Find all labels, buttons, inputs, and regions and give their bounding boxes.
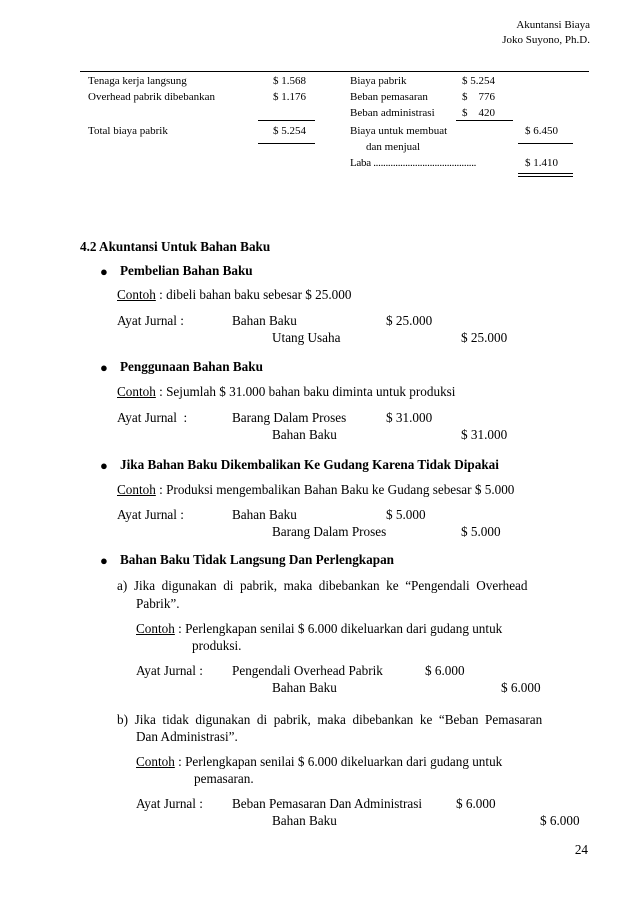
biaya-value: $ 6.450 xyxy=(525,125,558,137)
item-heading: Pembelian Bahan Baku xyxy=(120,263,253,278)
contoh-line xyxy=(117,384,455,400)
credit-amount: $ 6.000 xyxy=(501,680,541,695)
table-left-value: $ 1.568 xyxy=(273,75,306,87)
bullet-icon: ● xyxy=(100,553,108,568)
table-right-value: $ 420 xyxy=(462,107,495,119)
item-heading: Jika Bahan Baku Dikembalikan Ke Gudang Karena Tidak Dipakai xyxy=(120,457,499,472)
contoh-label: Contoh xyxy=(136,621,175,636)
header-title: Akuntansi Biaya xyxy=(516,19,590,31)
contoh-text: : dibeli bahan baku sebesar $ 25.000 xyxy=(155,287,352,302)
contoh-text: : Perlengkapan senilai $ 6.000 dikeluarkan dari gudang untuk xyxy=(174,754,503,769)
table-right-label: Beban administrasi xyxy=(350,107,435,119)
contoh-text: : Sejumlah $ 31.000 bahan baku diminta untuk produksi xyxy=(155,384,456,399)
total-rule xyxy=(258,143,315,144)
table-left-label: Tenaga kerja langsung xyxy=(88,75,187,87)
subitem-a-text-cont: Pabrik”. xyxy=(136,596,180,611)
debit-account: Bahan Baku xyxy=(232,313,297,328)
contoh-line xyxy=(117,482,514,498)
credit-amount: $ 6.000 xyxy=(540,813,580,828)
contoh-label: Contoh xyxy=(117,482,156,497)
total-rule xyxy=(518,143,573,144)
bullet-icon: ● xyxy=(100,360,108,375)
jurnal-label: Ayat Jurnal : xyxy=(117,507,184,522)
table-left-label: Overhead pabrik dibebankan xyxy=(88,91,216,103)
bullet-icon: ● xyxy=(100,264,108,279)
subitem-b-text: b) Jika tidak digunakan di pabrik, maka dibebankan ke “Beban Pemasaran xyxy=(117,712,543,727)
biaya-label-cont: dan menjual xyxy=(366,141,421,153)
contoh-line xyxy=(117,287,351,303)
jurnal-label: Ayat Jurnal : xyxy=(117,313,184,328)
credit-amount: $ 25.000 xyxy=(461,330,508,345)
debit-amount: $ 25.000 xyxy=(386,313,433,328)
credit-account: Bahan Baku xyxy=(272,813,337,828)
bullet-icon: ● xyxy=(100,458,108,473)
debit-account: Barang Dalam Proses xyxy=(232,410,347,425)
debit-account: Beban Pemasaran Dan Administrasi xyxy=(232,796,423,811)
contoh-text-cont: pemasaran. xyxy=(194,771,254,786)
biaya-label: Biaya untuk membuat xyxy=(350,125,448,137)
credit-amount: $ 31.000 xyxy=(461,427,508,442)
contoh-label: Contoh xyxy=(117,287,156,302)
table-right-value: $ 776 xyxy=(462,91,495,103)
subtotal-rule xyxy=(456,120,513,121)
table-left-label: Total biaya pabrik xyxy=(88,125,168,137)
contoh-text: : Produksi mengembalikan Bahan Baku ke Gudang sebesar $ 5.000 xyxy=(155,482,515,497)
item-heading: Penggunaan Bahan Baku xyxy=(120,359,263,374)
contoh-text-cont: produksi. xyxy=(192,638,242,653)
subtotal-rule xyxy=(258,120,315,121)
jurnal-label: Ayat Jurnal : xyxy=(136,663,203,678)
subitem-b-text-cont: Dan Administrasi”. xyxy=(136,729,238,744)
debit-amount: $ 5.000 xyxy=(386,507,426,522)
laba-label: Laba .......................................... xyxy=(350,157,477,169)
credit-amount: $ 5.000 xyxy=(461,524,501,539)
credit-account: Utang Usaha xyxy=(272,330,341,345)
header-rule xyxy=(80,71,589,72)
contoh-text: : Perlengkapan senilai $ 6.000 dikeluarkan dari gudang untuk xyxy=(174,621,503,636)
double-underline xyxy=(518,173,573,177)
page-number: 24 xyxy=(574,842,588,857)
item-heading: Bahan Baku Tidak Langsung Dan Perlengkapan xyxy=(120,552,395,567)
jurnal-label: Ayat Jurnal : xyxy=(117,410,188,425)
credit-account: Bahan Baku xyxy=(272,427,337,442)
table-left-value: $ 1.176 xyxy=(273,91,306,103)
contoh-label: Contoh xyxy=(117,384,156,399)
table-right-label: Beban pemasaran xyxy=(350,91,428,103)
jurnal-label: Ayat Jurnal : xyxy=(136,796,203,811)
credit-account: Bahan Baku xyxy=(272,680,337,695)
debit-amount: $ 6.000 xyxy=(425,663,465,678)
laba-value: $ 1.410 xyxy=(525,157,558,169)
table-right-value: $ 5.254 xyxy=(462,75,495,87)
subitem-a-text: a) Jika digunakan di pabrik, maka dibebankan ke “Pengendali Overhead xyxy=(117,578,528,593)
debit-amount: $ 31.000 xyxy=(386,410,433,425)
debit-amount: $ 6.000 xyxy=(456,796,496,811)
table-right-label: Biaya pabrik xyxy=(350,75,407,87)
debit-account: Bahan Baku xyxy=(232,507,297,522)
contoh-line xyxy=(136,754,502,770)
table-left-value: $ 5.254 xyxy=(273,125,306,137)
header-author: Joko Suyono, Ph.D. xyxy=(502,34,590,46)
contoh-line xyxy=(136,621,502,637)
contoh-label: Contoh xyxy=(136,754,175,769)
debit-account: Pengendali Overhead Pabrik xyxy=(232,663,383,678)
credit-account: Barang Dalam Proses xyxy=(272,524,387,539)
section-title: 4.2 Akuntansi Untuk Bahan Baku xyxy=(80,239,271,254)
